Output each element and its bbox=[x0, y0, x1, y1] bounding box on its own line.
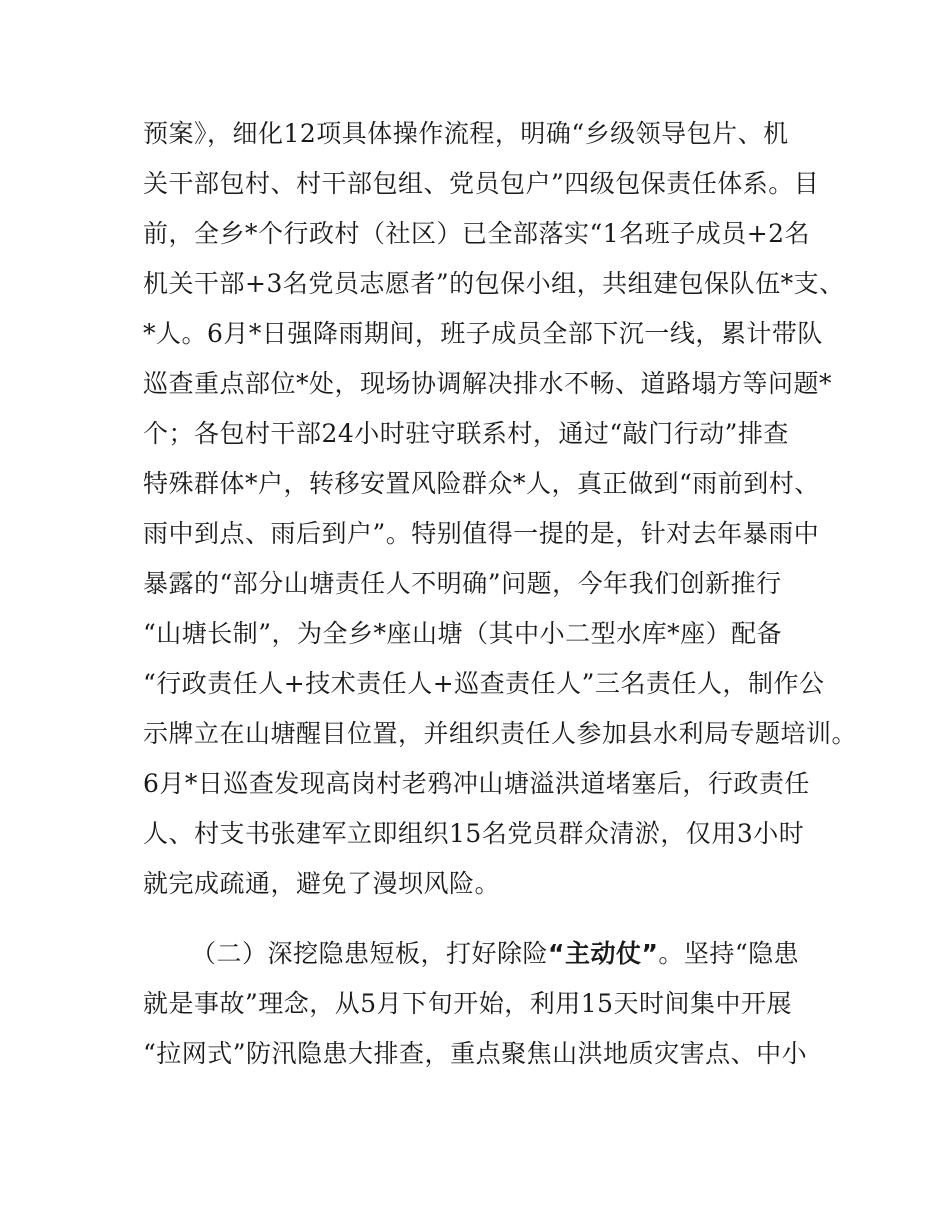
text-line: 就完成疏通，避免了漫坝风险。 bbox=[143, 869, 501, 898]
text-line: 巡查重点部位*处，现场协调解决排水不畅、道路塌方等问题* bbox=[143, 369, 833, 398]
text-line: 暴露的“部分山塘责任人不明确”问题，今年我们创新推行 bbox=[143, 569, 782, 598]
text-line: 关干部包村、村干部包组、党员包户”四级包保责任体系。目 bbox=[143, 169, 820, 198]
text-line: 机关干部+3名党员志愿者”的包保小组，共组建包保队伍*支、 bbox=[143, 269, 845, 298]
text-line: 6月*日巡查发现高岗村老鸦冲山塘溢洪道堵塞后，行政责任 bbox=[143, 769, 810, 798]
text-line: 人、村支书张建军立即组织15名党员群众清淤，仅用3小时 bbox=[143, 819, 805, 848]
text-line: *人。6月*日强降雨期间，班子成员全部下沉一线，累计带队 bbox=[143, 319, 823, 348]
text-line: “山塘长制”，为全乡*座山塘（其中小二型水库*座）配备 bbox=[143, 619, 783, 648]
text-line: 特殊群体*户，转移安置风险群众*人，真正做到“雨前到村、 bbox=[143, 469, 820, 498]
text-line: “拉网式”防汛隐患大排查，重点聚焦山洪地质灾害点、中小 bbox=[143, 1039, 808, 1068]
text-line: 就是事故”理念，从5月下旬开始，利用15天时间集中开展 bbox=[143, 989, 793, 1018]
section-heading-prefix: （二）深挖隐患短板，打好除险 bbox=[191, 939, 549, 968]
text-line: 个；各包村干部24小时驻守联系村，通过“敲门行动”排查 bbox=[143, 419, 789, 448]
section-heading-emphasis: “主动仗” bbox=[548, 939, 659, 968]
text-line: 示牌立在山塘醒目位置，并组织责任人参加县水利局专题培训。 bbox=[143, 719, 858, 748]
text-line: 雨中到点、雨后到户”。特别值得一提的是，针对去年暴雨中 bbox=[143, 519, 820, 548]
text-line: “行政责任人+技术责任人+巡查责任人”三名责任人，制作公 bbox=[143, 669, 825, 698]
section-heading-suffix: 。坚持“隐患 bbox=[658, 939, 800, 968]
text-line: 前，全乡*个行政村（社区）已全部落实“1名班子成员+2名 bbox=[143, 219, 811, 248]
section-heading-line bbox=[191, 937, 799, 971]
text-line: 预案》，细化12项具体操作流程，明确“乡级领导包片、机 bbox=[143, 119, 789, 148]
